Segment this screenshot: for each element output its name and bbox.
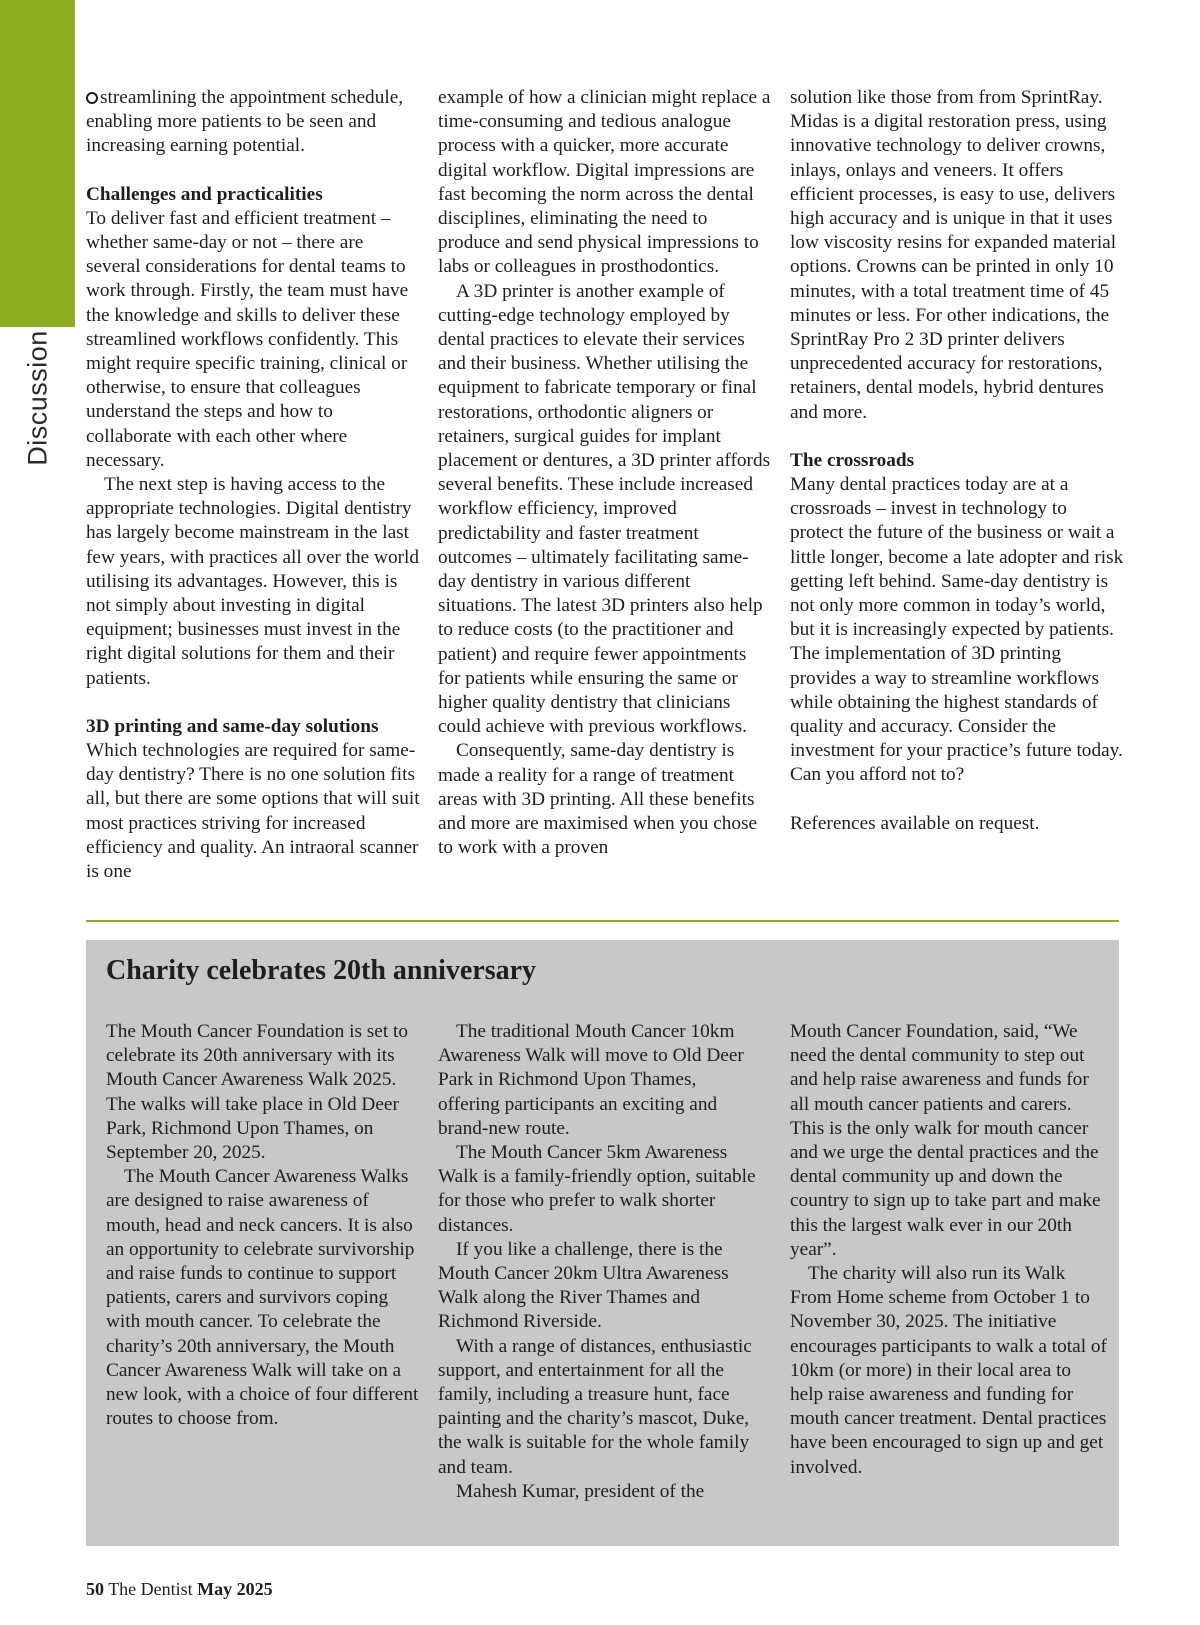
news-paragraph: With a range of distances, enthusiastic support, and entertainment for all the family, including a treasure hunt, face painting and the charity’s mascot, Duke, the walk is suitable for the whole family and team.: [438, 1335, 752, 1478]
page-footer: [86, 1579, 273, 1600]
page-number: 50: [86, 1579, 104, 1599]
article-paragraph: The next step is having access to the appropriate technologies. Digital dentistry has largely become mainstream in the last few years, with practices all over the world utilising its advantages. However, this is not simply about investing in digital equipment; businesses must invest in the right digital solutions for them and their patients.: [86, 474, 420, 689]
article-paragraph: Consequently, same-day dentistry is made a reality for a range of treatment areas with 3D printing. All these benefits and more are maximised when you chose to work with a proven: [438, 740, 758, 859]
references-note: References available on request.: [790, 812, 1040, 834]
subheading: Challenges and practicalities: [86, 183, 323, 205]
article-paragraph: [86, 86, 420, 159]
news-paragraph: The charity will also run its Walk From Home scheme from October 1 to November 30, 2025. The initiative encourages participants to walk a total of 10km (or more) in their local area to help raise awareness and funding for mouth cancer treatment. Dental practices have been encouraged to sign up and get involved.: [790, 1263, 1107, 1478]
news-paragraph: Mahesh Kumar, president of the: [456, 1480, 705, 1502]
news-paragraph: The traditional Mouth Cancer 10km Awareness Walk will move to Old Deer Park in Richmond Upon Thames, offering participants an exciting and brand-new route.: [438, 1021, 744, 1139]
news-paragraph: The Mouth Cancer Foundation is set to celebrate its 20th anniversary with its Mouth Cancer Awareness Walk 2025. The walks will take place in Old Deer Park, Richmond Upon Thames, on September 20, 2025.: [106, 1021, 409, 1164]
news-paragraph: The Mouth Cancer Awareness Walks are designed to raise awareness of mouth, head and neck cancers. It is also an opportunity to celebrate survivorship and raise funds to continue to support patients, carers and survivors coping with mouth cancer. To celebrate the charity’s 20th anniversary, the Mouth Cancer Awareness Walk will take on a new look, with a choice of four different routes to choose from.: [106, 1166, 419, 1430]
news-paragraph: If you like a challenge, there is the Mouth Cancer 20km Ultra Awareness Walk along the River Thames and Richmond Riverside.: [438, 1238, 729, 1333]
article-paragraph: Many dental practices today are at a crossroads – invest in technology to protect the future of the business or wait a little longer, become a late adopter and risk getting left behind. Same-day dentistry is not only more common in today’s world, but it is increasingly expected by patients. The implementation of 3D printing provides a way to streamline workflows while obtaining the highest standards of quality and accuracy. Consider the investment for your practice’s future today. Can you afford not to?: [790, 474, 1124, 786]
article-column-3: [790, 86, 1124, 836]
article-column-1: [86, 86, 420, 884]
subheading: The crossroads: [790, 449, 915, 471]
news-column-2: [438, 1020, 756, 1504]
publication-name: The Dentist: [108, 1579, 193, 1599]
news-paragraph: The Mouth Cancer 5km Awareness Walk is a family-friendly option, suitable for those who prefer to walk shorter distances.: [438, 1142, 756, 1236]
article-paragraph-text: streamlining the appointment schedule, enabling more patients to be seen and increasing earning potential.: [86, 87, 404, 157]
article-paragraph: A 3D printer is another example of cutting-edge technology employed by dental practices to elevate their services and their business. Whether utilising the equipment to fabricate temporary or final restorations, orthodontic aligners or retainers, surgical guides for implant placement or dentures, a 3D printer affords several benefits. These include increased workflow efficiency, improved predictability and faster treatment outcomes – ultimately facilitating same-day dentistry in various different situations. The latest 3D printers also help to reduce costs (to the practitioner and patient) and require fewer appointments for patients while ensuring the same or higher quality dentistry that clinicians could achieve with previous workflows.: [438, 280, 771, 738]
section-color-bar: [0, 0, 75, 327]
article-column-2: [438, 86, 772, 861]
news-column-3: [790, 1020, 1108, 1480]
section-label: Discussion: [22, 330, 53, 466]
news-paragraph: Mouth Cancer Foundation, said, “We need the dental community to step out and help raise awareness and funds for all mouth cancer patients and carers. This is the only walk for mouth cancer and we urge the dental practices and the dental community up and down the country to sign up to take part and make this the largest walk ever in our 20th year”.: [790, 1021, 1101, 1260]
news-box-title: Charity celebrates 20th anniversary: [106, 955, 537, 986]
article-paragraph: example of how a clinician might replace a time-consuming and tedious analogue process with a quicker, more accurate digital workflow. Digital impressions are fast becoming the norm across the dental disciplines, eliminating the need to produce and send physical impressions to labs or colleagues in prosthodontics.: [438, 87, 771, 278]
article-paragraph: solution like those from from SprintRay. Midas is a digital restoration press, using innovative technology to deliver crowns, inlays, onlays and veneers. It offers efficient processes, is easy to use, delivers high accuracy and is unique in that it uses low viscosity resins for expanded material options. Crowns can be printed in only 10 minutes, with a total treatment time of 45 minutes or less. For other indications, the SprintRay Pro 2 3D printer delivers unprecedented accuracy for restorations, retainers, dental models, hybrid dentures and more.: [790, 87, 1117, 423]
issue-date: May 2025: [197, 1579, 273, 1599]
article-paragraph: To deliver fast and efficient treatment – whether same-day or not – there are several considerations for dental teams to work through. Firstly, the team must have the knowledge and skills to deliver these streamlined workflows confidently. This might require specific training, clinical or otherwise, to ensure that colleagues understand the steps and how to collaborate with each other where necessary.: [86, 207, 409, 471]
section-divider: [86, 920, 1119, 922]
article-paragraph: Which technologies are required for same-day dentistry? There is no one solution fits all, but there are some options that will suit most practices striving for increased efficiency and quality. An intraoral scanner is one: [86, 740, 420, 883]
news-column-1: [106, 1020, 424, 1431]
subheading: 3D printing and same-day solutions: [86, 715, 379, 737]
continued-icon: [86, 92, 98, 104]
